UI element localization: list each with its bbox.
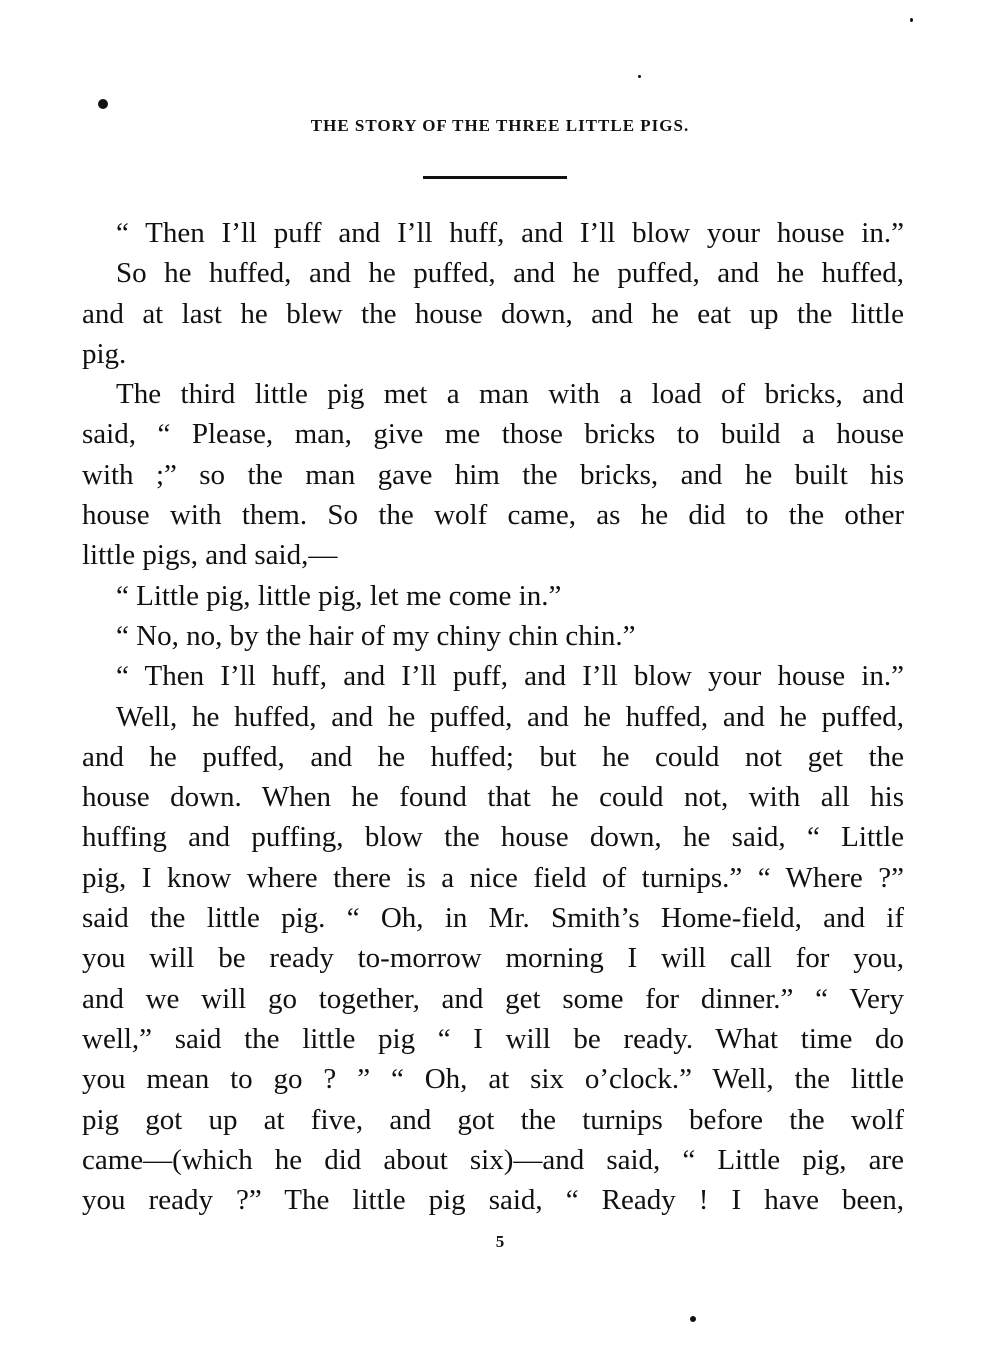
text-line: and we will go together, and get some for dinner.” “ Very (82, 982, 904, 1015)
text-line: pig. (82, 337, 127, 370)
ink-speck (910, 18, 913, 22)
header-rule (423, 176, 567, 179)
text-line: little pigs, and said,— (82, 539, 338, 572)
text-line: and he puffed, and he huffed; but he could not get the (82, 740, 904, 773)
text-line: “ Little pig, little pig, let me come in.” (116, 579, 562, 612)
text-line: and at last he blew the house down, and he eat up the little (82, 297, 904, 330)
text-line: with ;” so the man gave him the bricks, and he built his (82, 458, 904, 491)
text-line: Well, he huffed, and he puffed, and he huffed, and he puffed, (116, 700, 904, 733)
body-text (82, 213, 904, 1220)
text-line: “ No, no, by the hair of my chiny chin chin.” (116, 619, 636, 652)
text-line: came—(which he did about six)—and said, “ Little pig, are (82, 1143, 904, 1176)
text-line: The third little pig met a man with a load of bricks, and (116, 378, 904, 411)
text-line: house down. When he found that he could not, with all his (82, 781, 904, 814)
text-line: “ Then I’ll huff, and I’ll puff, and I’ll blow your house in.” (116, 660, 904, 693)
text-line: you mean to go ? ” “ Oh, at six o’clock.” Well, the little (82, 1063, 904, 1096)
text-line: you will be ready to-morrow morning I will call for you, (82, 942, 904, 975)
running-head: THE STORY OF THE THREE LITTLE PIGS. (310, 116, 690, 135)
ink-speck (638, 75, 641, 78)
ink-speck (98, 99, 108, 109)
text-line: huffing and puffing, blow the house down, he said, “ Little (82, 821, 904, 854)
text-line: pig got up at five, and got the turnips before the wolf (82, 1103, 904, 1136)
text-line: So he huffed, and he puffed, and he puffed, and he huffed, (116, 257, 904, 290)
text-line: pig, I know where there is a nice field of turnips.” “ Where ?” (82, 861, 904, 894)
text-line: house with them. So the wolf came, as he did to the other (82, 499, 904, 532)
text-line: you ready ?” The little pig said, “ Ready ! I have been, (82, 1184, 904, 1217)
ink-speck (690, 1316, 696, 1322)
text-line: said the little pig. “ Oh, in Mr. Smith’s Home-field, and if (82, 902, 904, 935)
page-number: 5 (495, 1232, 505, 1251)
text-line: “ Then I’ll puff and I’ll huff, and I’ll blow your house in.” (116, 217, 904, 249)
text-line: well,” said the little pig “ I will be ready. What time do (82, 1022, 904, 1055)
text-line: said, “ Please, man, give me those bricks to build a house (82, 418, 904, 451)
